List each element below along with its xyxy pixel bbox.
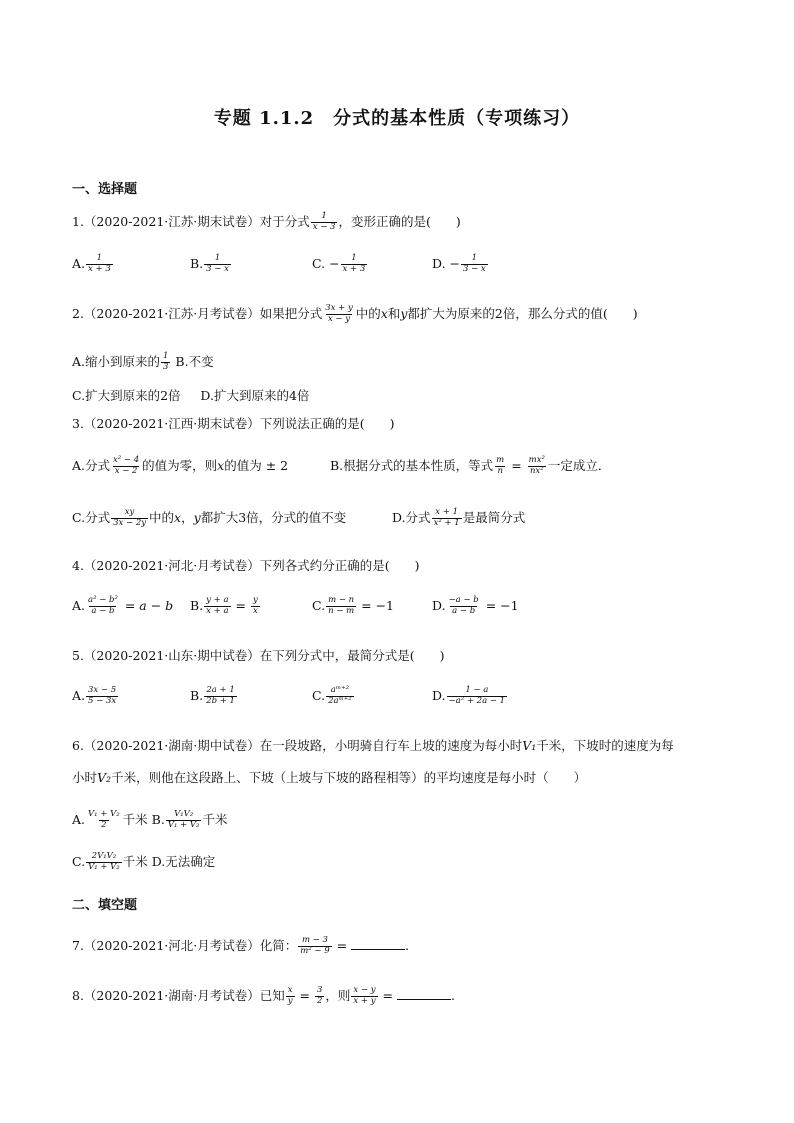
q2-option-c: C.扩大到原来的2倍: [72, 388, 181, 403]
q4-option-a: A. $\frac{\text{a² − b²}}{a - b}$ = a − b: [72, 595, 174, 616]
q6-option-c: C.: [72, 854, 86, 869]
q5-option-d: D. $\frac{1 - a}{\text{−a² + 2a − 1}}$: [432, 685, 506, 706]
q1-stem: 1.（2020-2021·江苏·期末试卷）对于分式: [72, 214, 310, 229]
question-6-cont: 小时V₂千米，则他在这段路上、下坡（上坡与下坡的路程相等）的平均速度是每小时（ ）: [72, 770, 587, 785]
q3-option-d: D.分式 $\frac{x + 1}{\text{x² + 1}}$ 是最简分式: [392, 507, 526, 528]
question-2: 2.（2020-2021·江苏·月考试卷）如果把分式 $\frac{3x + y}{x - y}$ 中的x和y都扩大为原来的2倍，那么分式的值( ): [72, 303, 638, 324]
q2-option-a: A.缩小到原来的: [72, 354, 161, 369]
q1-option-c: C. − $\frac{1}{x + 3}$: [312, 253, 366, 274]
question-5: 5.（2020-2021·山东·期中试卷）在下列分式中，最简分式是( ): [72, 648, 445, 663]
q4-option-c: C. $\frac{m - n}{n - m}$ = −1: [312, 595, 395, 616]
q3-option-a: A.分式 $\frac{\text{x² − 4}}{x - 2}$ 的值为零，则x的值为 ± 2: [72, 455, 289, 476]
question-4: 4.（2020-2021·河北·月考试卷）下列各式约分正确的是( ): [72, 558, 420, 573]
q5-option-a: A. $\frac{3x - 5}{5 - 3x}$: [72, 685, 117, 706]
section-choice: 一、选择题: [72, 182, 138, 197]
q2-option-d: D.扩大到原来的4倍: [200, 388, 310, 403]
question-1: 1.（2020-2021·江苏·期末试卷）对于分式 $\frac{1}{x - 3}$ ，变形正确的是( ): [72, 211, 461, 232]
question-7: 7.（2020-2021·河北·月考试卷）化简： $\frac{m - 3}{\text{m² − 9}}$ = .: [72, 935, 410, 956]
q8-answer-blank[interactable]: [397, 988, 451, 1000]
q2-fraction: $\frac{3x + y}{x - y}$: [325, 303, 353, 324]
q2-options-ab: A.缩小到原来的 $\frac{1}{3}$ B.不变: [72, 351, 214, 372]
q1-option-a: A. $\frac{1}{x + 3}$: [72, 253, 111, 274]
q1-fraction: $\frac{1}{x - 3}$: [312, 211, 336, 232]
q6-option-b: B.: [151, 812, 165, 827]
q4-option-b: B. $\frac{y + a}{x + a}$ = $\frac{y}{x}$: [190, 595, 258, 616]
question-8: 8.（2020-2021·湖南·月考试卷）已知 $\frac{x}{y}$ = $\frac{3}{2}$ ，则 $\frac{x - y}{x + y}$ = .: [72, 985, 455, 1006]
q5-option-c: C. $\frac{\text{aᵐ⁺²}}{\text{2aᵐ⁺²}}$: [312, 685, 352, 706]
q2-options-cd: [72, 386, 309, 404]
q1-option-d: D. − $\frac{1}{3 - x}$: [432, 253, 486, 274]
q1-option-b: B. $\frac{1}{3 - x}$: [190, 253, 229, 274]
q7-answer-blank[interactable]: [351, 938, 405, 950]
q4-option-d: D. $\frac{-a - b}{a - b}$ = −1: [432, 595, 519, 616]
page-title: 专题 1.1.2 分式的基本性质（专项练习）: [213, 108, 581, 129]
q6-options-cd: C. $\frac{\text{2V₁V₂}}{\text{V₁ + V₂}}$ 千米 D.无法确定: [72, 851, 216, 872]
question-6: 6.（2020-2021·湖南·期中试卷）在一段坡路，小明骑自行车上坡的速度为每小时V₁千米，下坡时的速度为每: [72, 738, 674, 753]
q6-option-d: D.无法确定: [151, 854, 216, 869]
section-fill: 二、填空题: [72, 898, 138, 913]
q6-options-ab: A. $\frac{\text{V₁ + V₂}}{2}$ 千米 B. $\frac{\text{V₁V₂}}{\text{V₁ + V₂}}$ 千米: [72, 809, 228, 830]
q3-option-c: C.分式 $\frac{xy}{3x - 2y}$ 中的x，y都扩大3倍，分式的值不变: [72, 507, 347, 528]
q5-option-b: B. $\frac{2a + 1}{2b + 1}$: [190, 685, 235, 706]
q2-option-b: B.不变: [175, 354, 214, 369]
q6-option-a: A.: [72, 812, 86, 827]
question-3: 3.（2020-2021·江西·期末试卷）下列说法正确的是( ): [72, 416, 395, 431]
q3-option-b: B.根据分式的基本性质，等式 $\frac{m}{n}$ = $\frac{\text{mx²}}{\text{nx²}}$ 一定成立．: [330, 455, 611, 476]
